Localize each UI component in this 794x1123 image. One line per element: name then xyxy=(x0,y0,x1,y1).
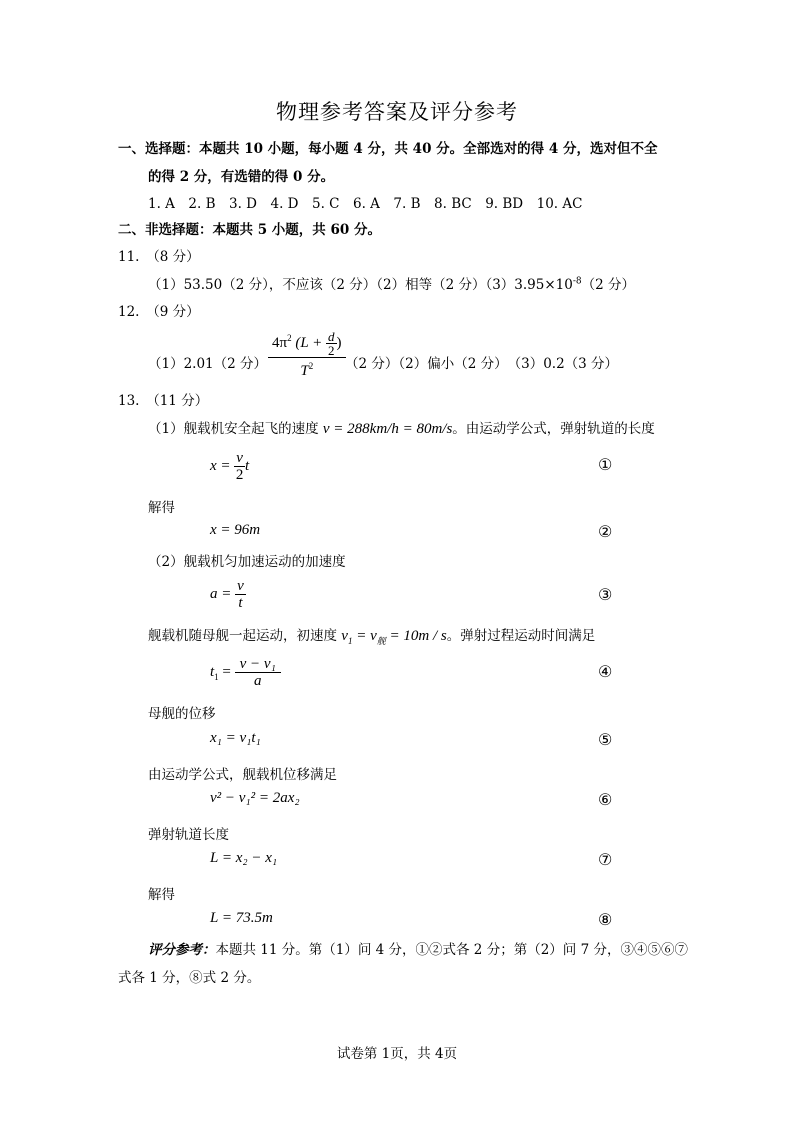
q12-label: 12. （9 分） xyxy=(118,304,200,320)
q13-eq6: v² − v₁² = 2ax₂ xyxy=(210,790,300,806)
scoring-note: 评分参考：本题共 11 分。第（1）问 4 分，①②式各 2 分；第（2）问 7 分，③④⑤⑥⑦ xyxy=(148,942,688,958)
q13-eq7: L = x₂ − x₁ xyxy=(210,850,278,866)
q11-answer-pre: （1）53.50（2 分），不应该（2 分）（2）相等（2 分）（3）3.95×10 xyxy=(148,277,573,293)
q13-p2-intro: （2）舰载机匀加速运动的加速度 xyxy=(148,554,346,570)
q11-label: 11. （8 分） xyxy=(118,249,200,265)
q12-rest: （2 分）（2）偏小（2 分） （3）0.2（3 分） xyxy=(345,356,619,372)
marker-5: ⑤ xyxy=(598,730,613,749)
marker-3: ③ xyxy=(598,585,613,604)
q12-part1: （1）2.01（2 分） xyxy=(148,356,268,372)
q13-solve2: 解得 xyxy=(148,887,175,903)
q13-track-len: 弹射轨道长度 xyxy=(148,827,229,843)
q12-formula-fraction xyxy=(268,330,346,379)
q11-answer xyxy=(148,273,635,293)
marker-7: ⑦ xyxy=(598,850,613,869)
section1-answers: 1. A 2. B 3. D 4. D 5. C 6. A 7. B 8. BC 9. BD 10. AC xyxy=(148,196,583,212)
marker-6: ⑥ xyxy=(598,790,613,809)
q12-formula-numerator: $4\pi^2$ (L + $\frac{d}{2}$ ) xyxy=(268,330,346,358)
q13-eq8: L = 73.5m xyxy=(210,910,273,926)
q13-p1-speed: v = 288km/h = 80m/s xyxy=(322,421,453,437)
q11-answer-exp: -8 xyxy=(572,276,582,287)
section1-heading: 一、选择题：本题共 10 小题，每小题 4 分，共 40 分。全部选对的得 4 分，选对但不全 xyxy=(118,141,658,157)
q13-label: 13. （11 分） xyxy=(118,393,209,409)
scoring-note-cont: 式各 1 分，⑧式 2 分。 xyxy=(118,970,261,986)
marker-4: ④ xyxy=(598,662,613,681)
q13-p2-text: 舰载机随母舰一起运动，初速度 $v_1 = v_舰 = 10m / s$。弹射过程运动时间满足 xyxy=(148,628,596,646)
q11-answer-post: （2 分） xyxy=(581,277,636,293)
q13-eq5: x₁ = v₁t₁ xyxy=(210,730,261,746)
marker-2: ② xyxy=(598,522,613,541)
page-title: 物理参考答案及评分参考 xyxy=(276,100,518,124)
page-footer: 试卷第 1页，共 4页 xyxy=(336,1046,458,1062)
q13-p1: （1）舰载机安全起飞的速度 v = 288km/h = 80m/s。由运动学公式，弹射轨道的长度 xyxy=(148,421,655,437)
scoring-label: 评分参考： xyxy=(148,942,216,958)
q13-eq2: x = 96m xyxy=(210,522,261,538)
q13-eq3: a = $\frac{v}{t}$ xyxy=(210,578,244,611)
marker-8: ⑧ xyxy=(598,910,613,929)
q12-formula-inner-frac: $\frac{d}{2}$ xyxy=(328,329,335,359)
q13-eq4: $t_1$ = $\frac{\text{v − v₁}}{a}$ xyxy=(210,656,281,689)
q12-formula xyxy=(268,330,346,379)
q13-ship-disp: 母舰的位移 xyxy=(148,706,216,722)
q13-solve1: 解得 xyxy=(148,500,175,516)
q12-formula-denominator: $T^2$ xyxy=(300,361,314,380)
q13-kin-text: 由运动学公式，舰载机位移满足 xyxy=(148,767,337,783)
section1-heading-cont: 的得 2 分，有选错的得 0 分。 xyxy=(148,169,335,185)
q13-eq1: x = $\frac{v}{2}$ t xyxy=(210,450,250,483)
section2-heading: 二、非选择题：本题共 5 小题，共 60 分。 xyxy=(118,222,381,238)
marker-1: ① xyxy=(598,455,613,474)
